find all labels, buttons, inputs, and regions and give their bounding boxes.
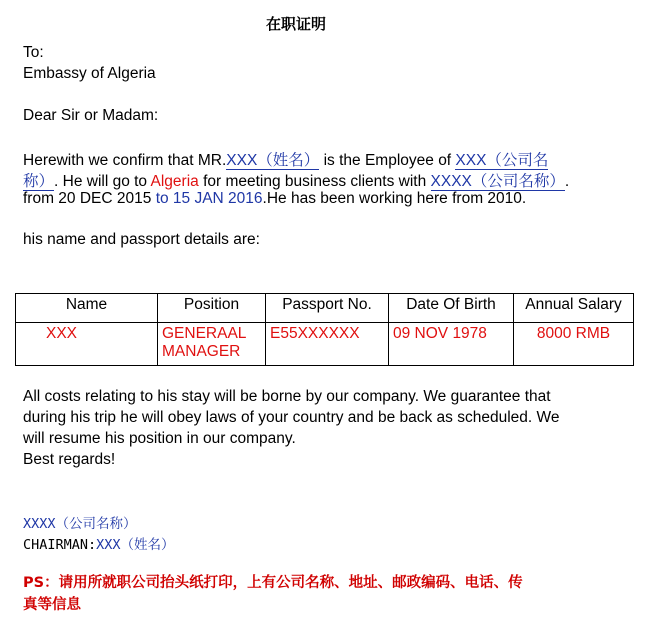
destination-country: Algeria — [150, 173, 199, 190]
text: .He has been working here from 2010. — [262, 190, 527, 207]
cell-salary: 8000 RMB — [514, 323, 634, 366]
cell-dob: 09 NOV 1978 — [389, 323, 514, 366]
employee-name-placeholder: XXX（姓名） — [226, 152, 320, 169]
document-title: 在职证明 — [266, 15, 327, 33]
details-intro: his name and passport details are: — [23, 231, 260, 248]
text: Herewith we confirm that MR. — [23, 152, 227, 169]
position-line2: MANAGER — [162, 343, 241, 360]
paragraph1-line1 — [23, 148, 548, 170]
client-company-placeholder: XXXX（公司名称） — [430, 173, 565, 190]
header-dob: Date Of Birth — [389, 294, 514, 323]
paragraph2-line2: during his trip he will obey laws of your country and be back as scheduled. We — [23, 409, 560, 426]
cell-name: XXX — [16, 323, 158, 366]
trip-end-date: to 15 JAN 2016 — [155, 190, 263, 207]
paragraph1-line2 — [23, 169, 569, 191]
company-placeholder: XXX（公司名 — [455, 152, 549, 169]
text: . He will go to — [54, 173, 151, 190]
paragraph2-line1: All costs relating to his stay will be borne by our company. We guarantee that — [23, 388, 551, 405]
text: is the Employee of — [319, 152, 456, 169]
signature-chairman — [23, 533, 175, 553]
salutation: Dear Sir or Madam: — [23, 107, 159, 124]
cell-passport: E55XXXXXX — [266, 323, 389, 366]
header-name: Name — [16, 294, 158, 323]
signature-company: XXXX（公司名称） — [23, 516, 137, 532]
header-salary: Annual Salary — [514, 294, 634, 323]
to-recipient: Embassy of Algeria — [23, 65, 156, 82]
closing: Best regards! — [23, 451, 116, 468]
text: for meeting business clients with — [198, 173, 431, 190]
chairman-label: CHAIRMAN: — [23, 537, 97, 553]
ps-line1: PS：请用所就职公司抬头纸打印，上有公司名称、地址、邮政编码、电话、传 — [23, 575, 523, 591]
ps-line2: 真等信息 — [23, 597, 81, 613]
paragraph2-line3: will resume his position in our company. — [23, 430, 296, 447]
text: . — [564, 173, 570, 190]
table-header-row — [16, 294, 634, 323]
to-label: To: — [23, 44, 44, 61]
header-position: Position — [158, 294, 266, 323]
chairman-name-placeholder: XXX（姓名） — [96, 537, 175, 553]
details-table — [15, 293, 634, 366]
table-row — [16, 323, 634, 366]
cell-position — [158, 323, 266, 366]
header-passport: Passport No. — [266, 294, 389, 323]
paragraph1-line3 — [23, 190, 526, 208]
company-placeholder-cont: 称） — [23, 173, 55, 190]
position-line1: GENERAAL — [162, 325, 247, 342]
text: from 20 DEC 2015 — [23, 190, 156, 207]
